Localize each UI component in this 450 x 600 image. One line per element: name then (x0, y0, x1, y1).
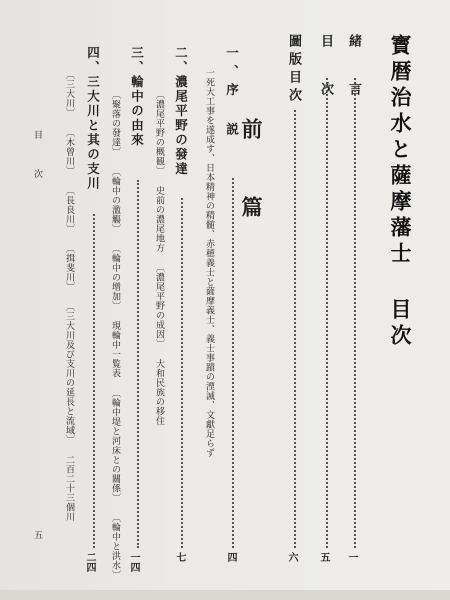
leader-dots (181, 198, 183, 548)
page-number: 四 (225, 552, 236, 562)
leader-dots (93, 214, 95, 548)
page-number: 一四 (128, 552, 139, 572)
toc-entry-contents: 目 次 (318, 34, 333, 105)
page-number: 七 (174, 552, 185, 562)
leader-dots (294, 110, 296, 548)
toc-entry-preface: 緒 言 (346, 34, 361, 105)
part-title: 前 篇 (239, 118, 264, 233)
chapter-title: 三、輪中の由來 (129, 46, 145, 148)
chapter-summary: 一死大工事を遂成す、日本精神の精髄、赤穂義士と薩摩義士、義士事蹟の湮滅、文獻足らず (204, 68, 214, 458)
page-number: 五 (318, 552, 329, 562)
chapter-title: 一、序 説 (224, 46, 240, 141)
folio: 五 (32, 530, 42, 539)
page-title: 寳暦治水と薩摩藩士 目次 (388, 34, 413, 350)
leader-dots (137, 180, 139, 548)
page-number: 六 (286, 552, 297, 562)
leader-dots (326, 78, 328, 548)
page-number: 一 (346, 552, 357, 562)
leader-dots (354, 78, 356, 548)
page-bottom-edge (0, 590, 450, 600)
running-head: 目 次 (32, 130, 42, 188)
chapter-title: 二、濃尾平野の發達 (173, 46, 189, 177)
chapter-summary: 〔聚落の發達〕 〔輪中の濫觴〕 〔輪中の增加〕 現輪中一覧表 〔輪中堤と河床との關係〕 〔輪中と洪水〕 (110, 90, 120, 580)
chapter-summary: 〔濃尾平野の概観〕 史前の濃尾地方 〔濃尾平野の成因〕 大和民族の移住 (154, 90, 164, 426)
page-number: 二四 (84, 552, 95, 572)
chapter-title: 四、三大川と其の支川 (85, 46, 101, 191)
leader-dots (232, 178, 234, 548)
toc-entry-plates: 圖版目次 (286, 34, 301, 106)
chapter-summary: 〔三大川〕 〔木曾川〕 〔長良川〕 〔揖斐川〕 〔三大川及び支川の延長と流域〕 二百二十三個川 (64, 70, 74, 522)
